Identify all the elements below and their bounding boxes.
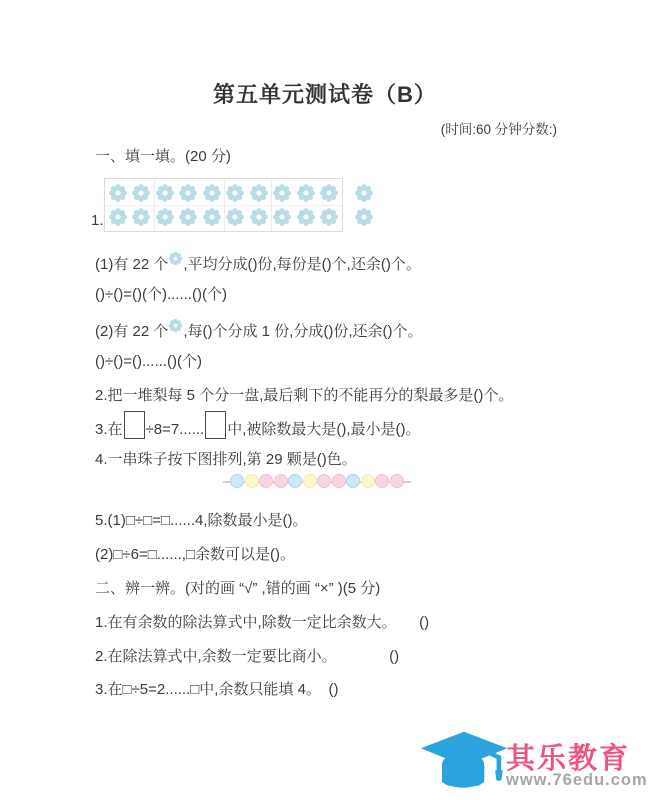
bead-pink bbox=[390, 474, 404, 488]
flower-icon bbox=[153, 181, 177, 205]
q3-mid: ÷8=7...... bbox=[145, 421, 205, 438]
brand-url: www.76edu.com bbox=[506, 771, 648, 789]
time-score-meta: (时间:60 分钟分数:) bbox=[440, 122, 557, 137]
bead-pink bbox=[259, 474, 273, 488]
bead-string bbox=[230, 474, 404, 488]
flower-icon bbox=[177, 181, 201, 205]
section1-heading: 一、填一填。(20 分) bbox=[95, 148, 231, 165]
graduation-cap-icon bbox=[418, 729, 510, 796]
flower-icon bbox=[294, 205, 318, 229]
brand-name: 其乐教育 bbox=[506, 743, 631, 775]
question3 bbox=[95, 411, 421, 439]
flower-icon bbox=[106, 205, 130, 229]
bead-blue bbox=[288, 474, 302, 488]
flower-grid bbox=[104, 178, 376, 232]
q1p1-suffix: ,平均分成()份,每份是()个,还余()个。 bbox=[183, 256, 421, 273]
flower-icon bbox=[352, 205, 376, 229]
flower-icon-inline bbox=[168, 251, 183, 266]
bead-pink bbox=[317, 474, 331, 488]
question1-part2 bbox=[95, 318, 423, 341]
q3-suffix: 中,被除数最大是(),最小是()。 bbox=[227, 421, 421, 438]
bead-pink bbox=[274, 474, 288, 488]
judge-item-3: 3.在□÷5=2......□中,余数只能填 4。 () bbox=[95, 681, 339, 698]
flower-icon bbox=[247, 205, 271, 229]
flower-icon-inline bbox=[168, 318, 183, 333]
flower-icon bbox=[224, 205, 248, 229]
q1p1-prefix: (1)有 22 个 bbox=[95, 256, 169, 273]
question1-part2-equation: ()÷()=()......()(个) bbox=[95, 353, 202, 370]
flower-icon bbox=[153, 205, 177, 229]
judge-item-1: 1.在有余数的除法算式中,除数一定比余数大。 () bbox=[95, 614, 430, 631]
question1-number: 1. bbox=[91, 212, 104, 229]
question5-part2: (2)□÷6=□......,□余数可以是()。 bbox=[95, 546, 296, 563]
bead-pink bbox=[332, 474, 346, 488]
bead-yellow bbox=[361, 474, 375, 488]
flower-box bbox=[104, 178, 343, 232]
question1-part1 bbox=[95, 251, 421, 274]
flower-icon bbox=[318, 205, 342, 229]
flower-icon bbox=[318, 181, 342, 205]
question5-part1: 5.(1)□÷□=□......4,除数最小是()。 bbox=[95, 512, 308, 529]
flower-icon bbox=[130, 205, 154, 229]
flower-icon bbox=[294, 181, 318, 205]
bead-blue bbox=[230, 474, 244, 488]
page-title: 第五单元测试卷（B） bbox=[213, 82, 437, 107]
flower-icon bbox=[177, 205, 201, 229]
question4: 4.一串珠子按下图排列,第 29 颗是()色。 bbox=[95, 451, 357, 468]
flower-outside-column bbox=[352, 178, 376, 229]
blank-box bbox=[205, 411, 226, 439]
q1p2-suffix: ,每()个分成 1 份,分成()份,还余()个。 bbox=[183, 323, 423, 340]
flower-icon bbox=[247, 181, 271, 205]
bead-blue bbox=[346, 474, 360, 488]
flower-icon bbox=[106, 181, 130, 205]
bead-yellow bbox=[303, 474, 317, 488]
question2: 2.把一堆梨每 5 个分一盘,最后剩下的不能再分的梨最多是()个。 bbox=[95, 387, 514, 404]
bead-pink bbox=[375, 474, 389, 488]
flower-icon bbox=[224, 181, 248, 205]
bead-yellow bbox=[245, 474, 259, 488]
judge-item-2: 2.在除法算式中,余数一定要比商小。 () bbox=[95, 648, 400, 665]
flower-icon bbox=[352, 181, 376, 205]
question1-part1-equation: ()÷()=()(个)......()(个) bbox=[95, 286, 227, 303]
flower-icon bbox=[271, 205, 295, 229]
flower-icon bbox=[271, 181, 295, 205]
q1p2-prefix: (2)有 22 个 bbox=[95, 323, 169, 340]
section2-heading: 二、辨一辨。(对的画 “√” ,错的画 “×” )(5 分) bbox=[95, 580, 381, 597]
flower-icon bbox=[130, 181, 154, 205]
flower-icon bbox=[200, 205, 224, 229]
blank-box bbox=[124, 411, 145, 439]
flower-icon bbox=[200, 181, 224, 205]
q3-prefix: 3.在 bbox=[95, 421, 123, 438]
